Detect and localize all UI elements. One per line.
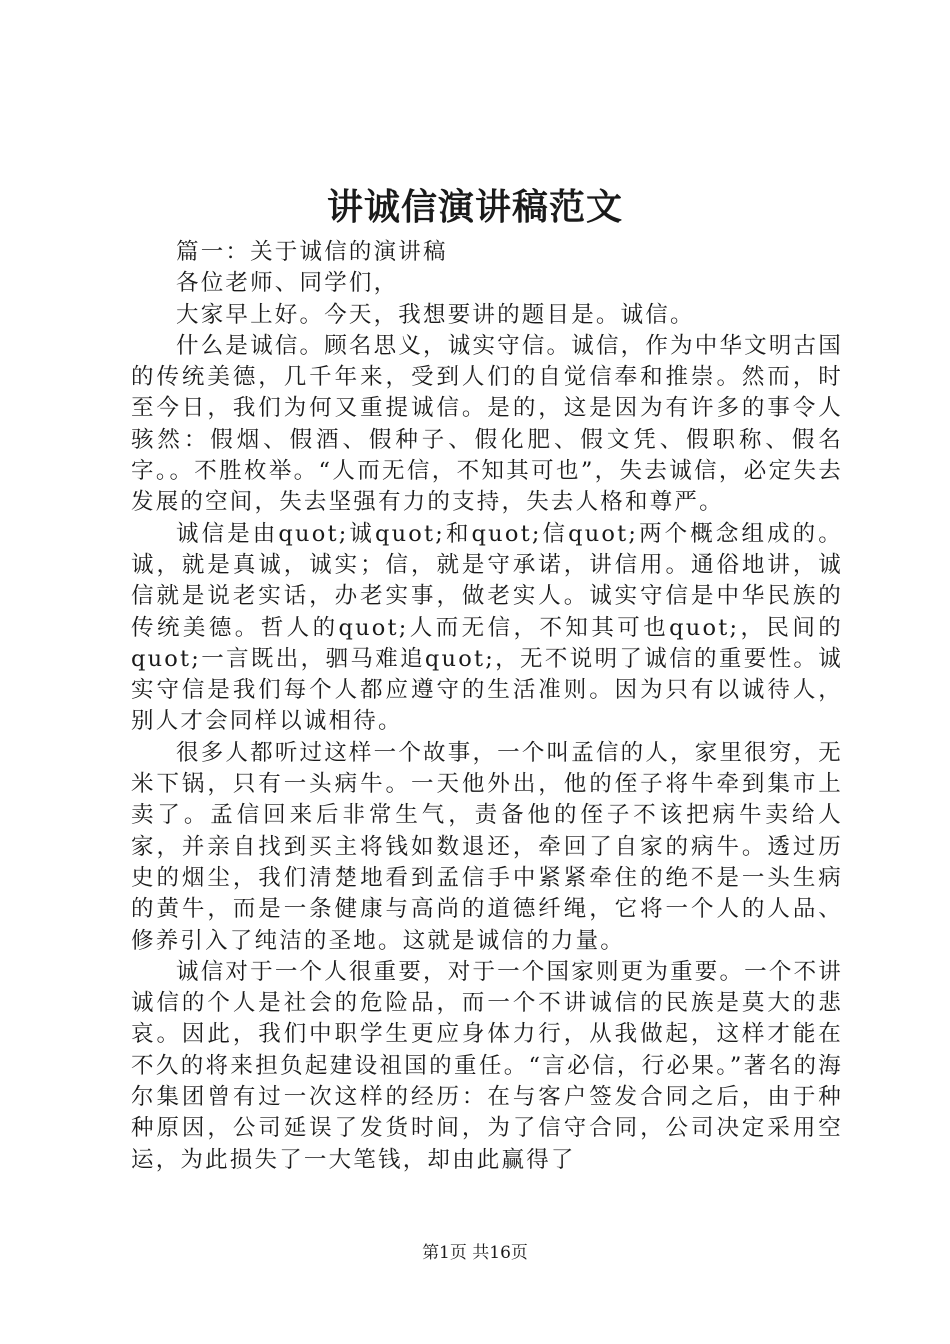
body-paragraph: 诚信对于一个人很重要，对于一个国家则更为重要。一个不讲诚信的个人是社会的危险品，而一个不讲诚信的民族是莫大的悲哀。因此，我们中职学生更应身体力行，从我做起，这样才能在不久的将来担负起建设祖国的重任。“言必信，行必果。”著名的海尔集团曾有过一次这样的经历：在与客户签发合同之后，由于种种原因，公司延误了发货时间，为了信守合同，公司决定采用空运，为此损失了一大笔钱，却由此赢得了 xyxy=(131,958,843,1173)
section-heading: 篇一：关于诚信的演讲稿 xyxy=(176,239,448,265)
greeting-paragraph: 大家早上好。今天，我想要讲的题目是。诚信。 xyxy=(176,301,695,328)
body-paragraph: 什么是诚信。顾名思义，诚实守信。诚信，作为中华文明古国的传统美德，几千年来，受到人们的自觉信奉和推崇。然而，时至今日，我们为何又重提诚信。是的，这是因为有许多的事令人骇然：假烟、假酒、假种子、假化肥、假文凭、假职称、假名字。。不胜枚举。“人而无信，不知其可也”，失去诚信，必定失去发展的空间，失去坚强有力的支持，失去人格和尊严。 xyxy=(131,332,843,516)
document-body xyxy=(131,237,843,1176)
body-paragraph: 很多人都听过这样一个故事，一个叫孟信的人，家里很穷，无米下锅，只有一头病牛。一天他外出，他的侄子将牛牵到集市上卖了。孟信回来后非常生气，责备他的侄子不该把病牛卖给人家，并亲自找到买主将钱如数退还，牵回了自家的病牛。透过历史的烟尘，我们清楚地看到孟信手中紧紧牵住的绝不是一头生病的黄牛，而是一条健康与高尚的道德纤绳，它将一个人的人品、修养引入了纯洁的圣地。这就是诚信的力量。 xyxy=(131,739,843,954)
salutation: 各位老师、同学们， xyxy=(176,270,399,297)
body-paragraph: 诚信是由quot;诚quot;和quot;信quot;两个概念组成的。诚，就是真诚，诚实；信，就是守承诺，讲信用。通俗地讲，诚信就是说老实话，办老实事，做老实人。诚实守信是中华民族的传统美德。哲人的quot;人而无信，不知其可也quot;，民间的quot;一言既出，驷马难追quot;，无不说明了诚信的重要性。诚实守信是我们每个人都应遵守的生活准则。因为只有以诚待人，别人才会同样以诚相待。 xyxy=(131,520,843,735)
page-footer: 第1页 共16页 xyxy=(422,1243,528,1263)
document-title: 讲诚信演讲稿范文 xyxy=(326,186,623,228)
